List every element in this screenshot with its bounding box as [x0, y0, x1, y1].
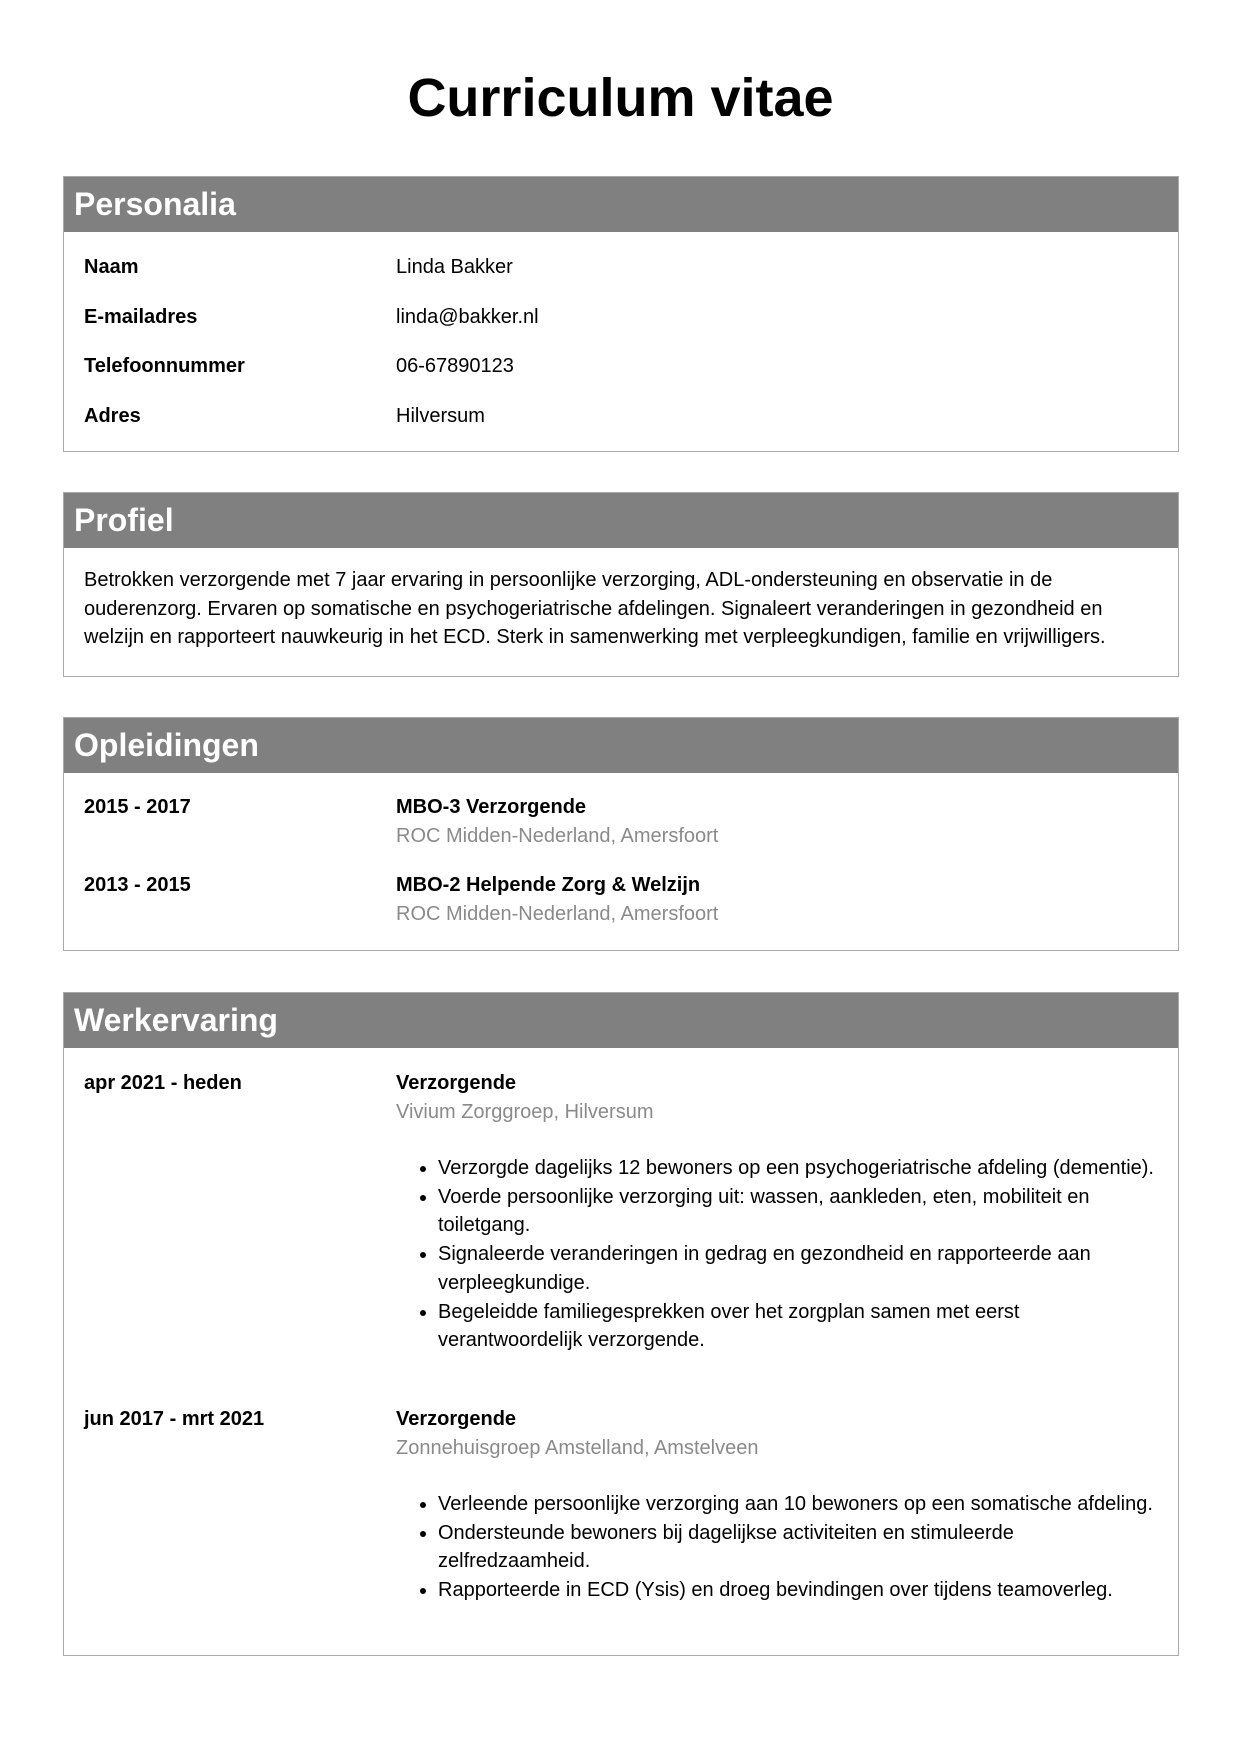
education-entry [84, 793, 1158, 871]
row-value: 06-67890123 [396, 355, 514, 377]
education-period: 2015 - 2017 [84, 796, 191, 818]
document-title: Curriculum vitae [407, 68, 834, 128]
section-body [64, 232, 1178, 451]
section-heading: Werkervaring [64, 993, 1178, 1048]
section-heading: Profiel [64, 493, 1178, 548]
personalia-row-naam [84, 253, 1158, 303]
education-details [396, 793, 1158, 851]
row-label: Naam [84, 256, 139, 278]
education-title: MBO-3 Verzorgende [396, 796, 587, 818]
profile-text: Betrokken verzorgende met 7 jaar ervaring in persoonlijke verzorging, ADL-ondersteuning en observatie in de ouderenzorg. Ervaren op somatische en psychogeriatrische afdelingen. Signaleert veranderingen in gezondheid en welzijn en rapporteert nauwkeurig in het ECD. Sterk in samenwerking met verpleegkundigen, familie en vrijwilligers. [84, 569, 1106, 648]
work-bullet: • Signaleerde veranderingen in gedrag en gezondheid en rapporteerde aan verpleegkundige. [438, 1240, 1158, 1297]
work-employer: Zonnehuisgroep Amstelland, Amstelveen [396, 1437, 759, 1459]
work-bullet: • Ondersteunde bewoners bij dagelijkse activiteiten en stimuleerde zelfredzaamheid. [438, 1519, 1158, 1576]
work-period: apr 2021 - heden [84, 1072, 242, 1094]
section-werkervaring [63, 992, 1179, 1656]
education-period: 2013 - 2015 [84, 874, 191, 896]
work-bullet: • Voerde persoonlijke verzorging uit: wassen, aankleden, eten, mobiliteit en toiletgang. [438, 1183, 1158, 1240]
section-body [64, 1048, 1178, 1605]
work-title: Verzorgende [396, 1408, 517, 1430]
work-period: jun 2017 - mrt 2021 [84, 1408, 265, 1430]
section-body [64, 548, 1178, 652]
row-label: Adres [84, 404, 141, 427]
row-value: Linda Bakker [396, 256, 513, 278]
education-institution: ROC Midden-Nederland, Amersfoort [396, 903, 719, 925]
row-label: Telefoonnummer [84, 355, 245, 377]
row-label: E-mailadres [84, 305, 198, 328]
work-title: Verzorgende [396, 1072, 517, 1094]
work-entry [84, 1405, 1158, 1605]
education-details [396, 871, 1158, 929]
work-bullet: • Verleende persoonlijke verzorging aan 10 bewoners op een somatische afdeling. [438, 1490, 1158, 1519]
personalia-row-adres [84, 402, 1158, 452]
work-details [396, 1405, 1158, 1605]
section-opleidingen [63, 717, 1179, 951]
work-bullet-list [396, 1154, 1158, 1355]
work-bullet: • Verzorgde dagelijks 12 bewoners op een psychogeriatrische afdeling (dementie). [438, 1154, 1158, 1183]
section-heading: Opleidingen [64, 718, 1178, 773]
work-employer: Vivium Zorggroep, Hilversum [396, 1101, 654, 1123]
education-institution: ROC Midden-Nederland, Amersfoort [396, 825, 719, 847]
work-bullet: • Begeleidde familiegesprekken over het zorgplan samen met eerst verantwoordelijk verzorgende. [438, 1298, 1158, 1355]
work-bullet: • Rapporteerde in ECD (Ysis) en droeg bevindingen over tijdens teamoverleg. [438, 1576, 1158, 1605]
work-entry [84, 1069, 1158, 1405]
section-personalia [63, 176, 1179, 452]
section-heading: Personalia [64, 177, 1178, 232]
row-value: linda@bakker.nl [396, 305, 539, 328]
education-entry [84, 871, 1158, 929]
education-title: MBO-2 Helpende Zorg & Welzijn [396, 874, 701, 896]
row-value: Hilversum [396, 404, 485, 427]
work-details [396, 1069, 1158, 1355]
section-profiel [63, 492, 1179, 677]
work-bullet-list [396, 1490, 1158, 1605]
personalia-row-telefoon [84, 352, 1158, 402]
section-body [64, 773, 1178, 929]
personalia-row-email [84, 303, 1158, 353]
